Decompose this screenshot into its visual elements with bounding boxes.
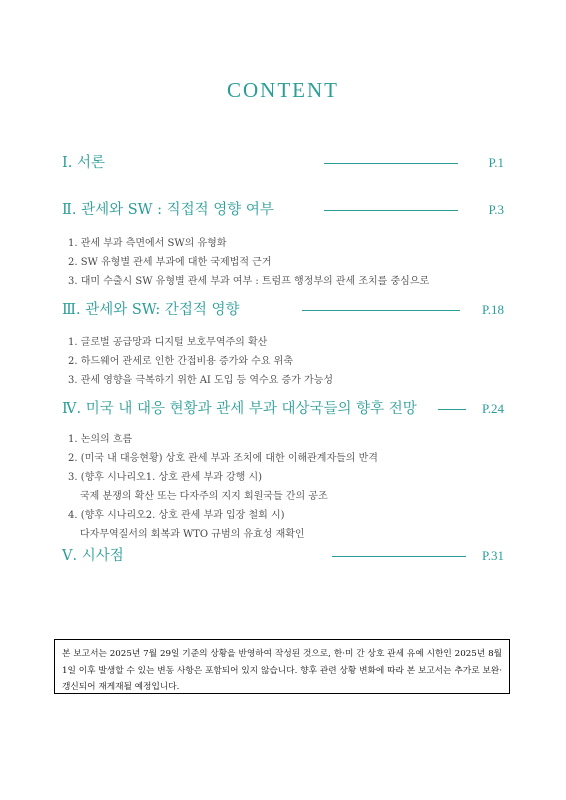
toc-page-number: P.3 — [488, 202, 504, 217]
toc-subitem[interactable]: 2. (미국 내 대응현황) 상호 관세 부과 조치에 대한 이해관계자들의 반격 — [68, 453, 378, 464]
toc-subitem-continuation[interactable]: 다자무역질서의 회복과 WTO 규범의 유효성 재확인 — [80, 529, 305, 540]
leader-line — [438, 409, 466, 410]
toc-subitems-3 — [68, 333, 333, 390]
toc-subitems-2 — [68, 234, 429, 291]
toc-subitem[interactable]: 2. 하드웨어 관세로 인한 간접비용 증가와 수요 위축 — [68, 356, 293, 367]
toc-subitem[interactable]: 1. 글로벌 공급망과 디지털 보호무역주의 확산 — [68, 337, 268, 348]
toc-section-1[interactable] — [62, 153, 504, 173]
toc-subitems-4 — [68, 430, 378, 544]
leader-line — [324, 163, 458, 164]
toc-subitem[interactable]: 1. 관세 부과 측면에서 SW의 유형화 — [68, 238, 227, 249]
toc-section-2[interactable] — [62, 200, 504, 220]
toc-subitem[interactable]: 2. SW 유형별 관세 부과에 대한 국제법적 근거 — [68, 257, 272, 268]
toc-page-number: P.18 — [481, 302, 504, 317]
toc-section-title: Ⅱ. 관세와 SW : 직접적 영향 여부 — [62, 202, 274, 218]
toc-section-title: Ⅰ. 서론 — [62, 155, 105, 171]
toc-page-number: P.24 — [481, 401, 504, 416]
toc-section-4[interactable] — [62, 399, 504, 419]
toc-page-number: P.1 — [488, 155, 504, 170]
toc-subitem[interactable]: 3. 관세 영향을 극복하기 위한 AI 도입 등 역수요 증가 가능성 — [68, 375, 334, 386]
leader-line — [302, 310, 460, 311]
toc-subitem[interactable]: 3. 대미 수출시 SW 유형별 관세 부과 여부 : 트럼프 행정부의 관세 조치를 중심으로 — [68, 276, 430, 287]
toc-section-title: Ⅴ. 시사점 — [62, 548, 124, 564]
toc-subitem[interactable]: 4. (향후 시나리오2. 상호 관세 부과 입장 철회 시) — [68, 510, 285, 521]
toc-section-5[interactable] — [62, 546, 504, 566]
toc-section-title: Ⅲ. 관세와 SW: 간접적 영향 — [62, 302, 240, 318]
leader-line — [324, 210, 458, 211]
page-title: CONTENT — [227, 78, 339, 102]
toc-subitem-continuation[interactable]: 국제 분쟁의 확산 또는 다자주의 지지 회원국들 간의 공조 — [80, 491, 328, 502]
disclaimer-notice-box: 본 보고서는 2025년 7월 29일 기준의 상황을 반영하여 작성된 것으로, 한·미 간 상호 관세 유예 시한인 2025년 8월 1일 이후 발생할 수 있는 변동 사항은 포함되어 있지 않습니다. 향후 관련 상황 변화에 따라 본 보고서는 추가로 보완·갱신되어 재게재될 예정입니다. — [54, 639, 510, 694]
toc-subitem[interactable]: 3. (향후 시나리오1. 상호 관세 부과 강행 시) — [68, 472, 263, 483]
toc-section-title: Ⅳ. 미국 내 대응 현황과 관세 부과 대상국들의 향후 전망 — [62, 401, 417, 417]
toc-page-number: P.31 — [481, 548, 504, 563]
toc-section-3[interactable] — [62, 300, 504, 320]
toc-subitem[interactable]: 1. 논의의 흐름 — [68, 434, 133, 445]
leader-line — [332, 556, 466, 557]
